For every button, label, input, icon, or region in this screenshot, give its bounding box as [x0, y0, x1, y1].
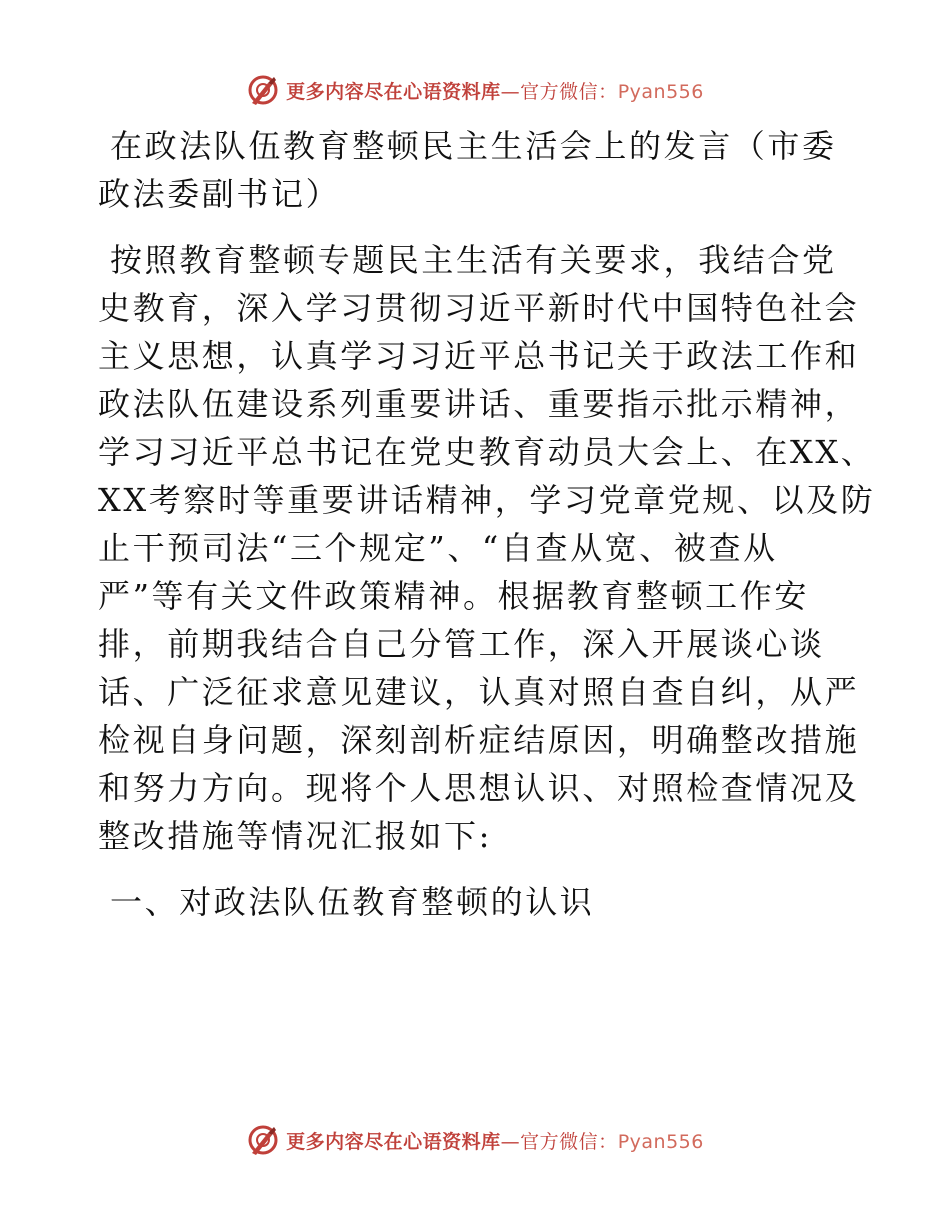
footer-watermark — [0, 1120, 950, 1160]
paragraph-line: 话、广泛征求意见建议，认真对照自查自纠，从严 — [98, 673, 860, 711]
body-paragraph — [98, 236, 876, 860]
paragraph-line: 检视自身问题，深刻剖析症结原因，明确整改措施 — [98, 721, 860, 759]
paragraph-line: 史教育，深入学习贯彻习近平新时代中国特色社会 — [98, 289, 860, 327]
title-line: 在政法队伍教育整顿民主生活会上的发言（市委 — [110, 127, 837, 165]
pen-circle-logo-icon — [246, 1123, 280, 1157]
watermark-text — [286, 1127, 704, 1154]
header-watermark — [0, 70, 950, 110]
watermark-main-text: 更多内容尽在心语资料库 — [286, 80, 501, 103]
document-body — [98, 122, 876, 926]
paragraph-line: XX考察时等重要讲话精神，学习党章党规、以及防 — [98, 481, 876, 519]
paragraph-line: 整改措施等情况汇报如下: — [98, 817, 492, 855]
watermark-main-text: 更多内容尽在心语资料库 — [286, 1130, 501, 1153]
spacer — [98, 860, 858, 878]
pen-circle-logo-icon — [246, 73, 280, 107]
watermark-separator: — — [500, 80, 521, 103]
watermark-wechat-label: 官方微信： — [520, 1130, 618, 1153]
paragraph-line: 严”等有关文件政策精神。根据教育整顿工作安 — [98, 577, 809, 615]
paragraph-line: 政法队伍建设系列重要讲话、重要指示批示精神， — [98, 385, 860, 423]
watermark-wechat-id: Pyan556 — [617, 1130, 704, 1153]
paragraph-line: 和努力方向。现将个人思想认识、对照检查情况及 — [98, 769, 860, 807]
spacer — [98, 218, 858, 236]
paragraph-line: 止干预司法“三个规定”、“自查从宽、被查从 — [98, 529, 778, 567]
paragraph-line: 学习习近平总书记在党史教育动员大会上、在XX、 — [98, 433, 876, 471]
paragraph-line: 排，前期我结合自己分管工作，深入开展谈心谈 — [98, 625, 825, 663]
paragraph-line: 主义思想，认真学习习近平总书记关于政法工作和 — [98, 337, 860, 375]
title-line: 政法委副书记） — [98, 175, 341, 213]
watermark-wechat-label: 官方微信： — [520, 80, 618, 103]
section-heading: 一、对政法队伍教育整顿的认识 — [110, 883, 595, 921]
watermark-separator: — — [500, 1130, 521, 1153]
watermark-wechat-id: Pyan556 — [617, 80, 704, 103]
paragraph-line: 按照教育整顿专题民主生活有关要求，我结合党 — [110, 241, 837, 279]
watermark-text — [286, 77, 704, 104]
